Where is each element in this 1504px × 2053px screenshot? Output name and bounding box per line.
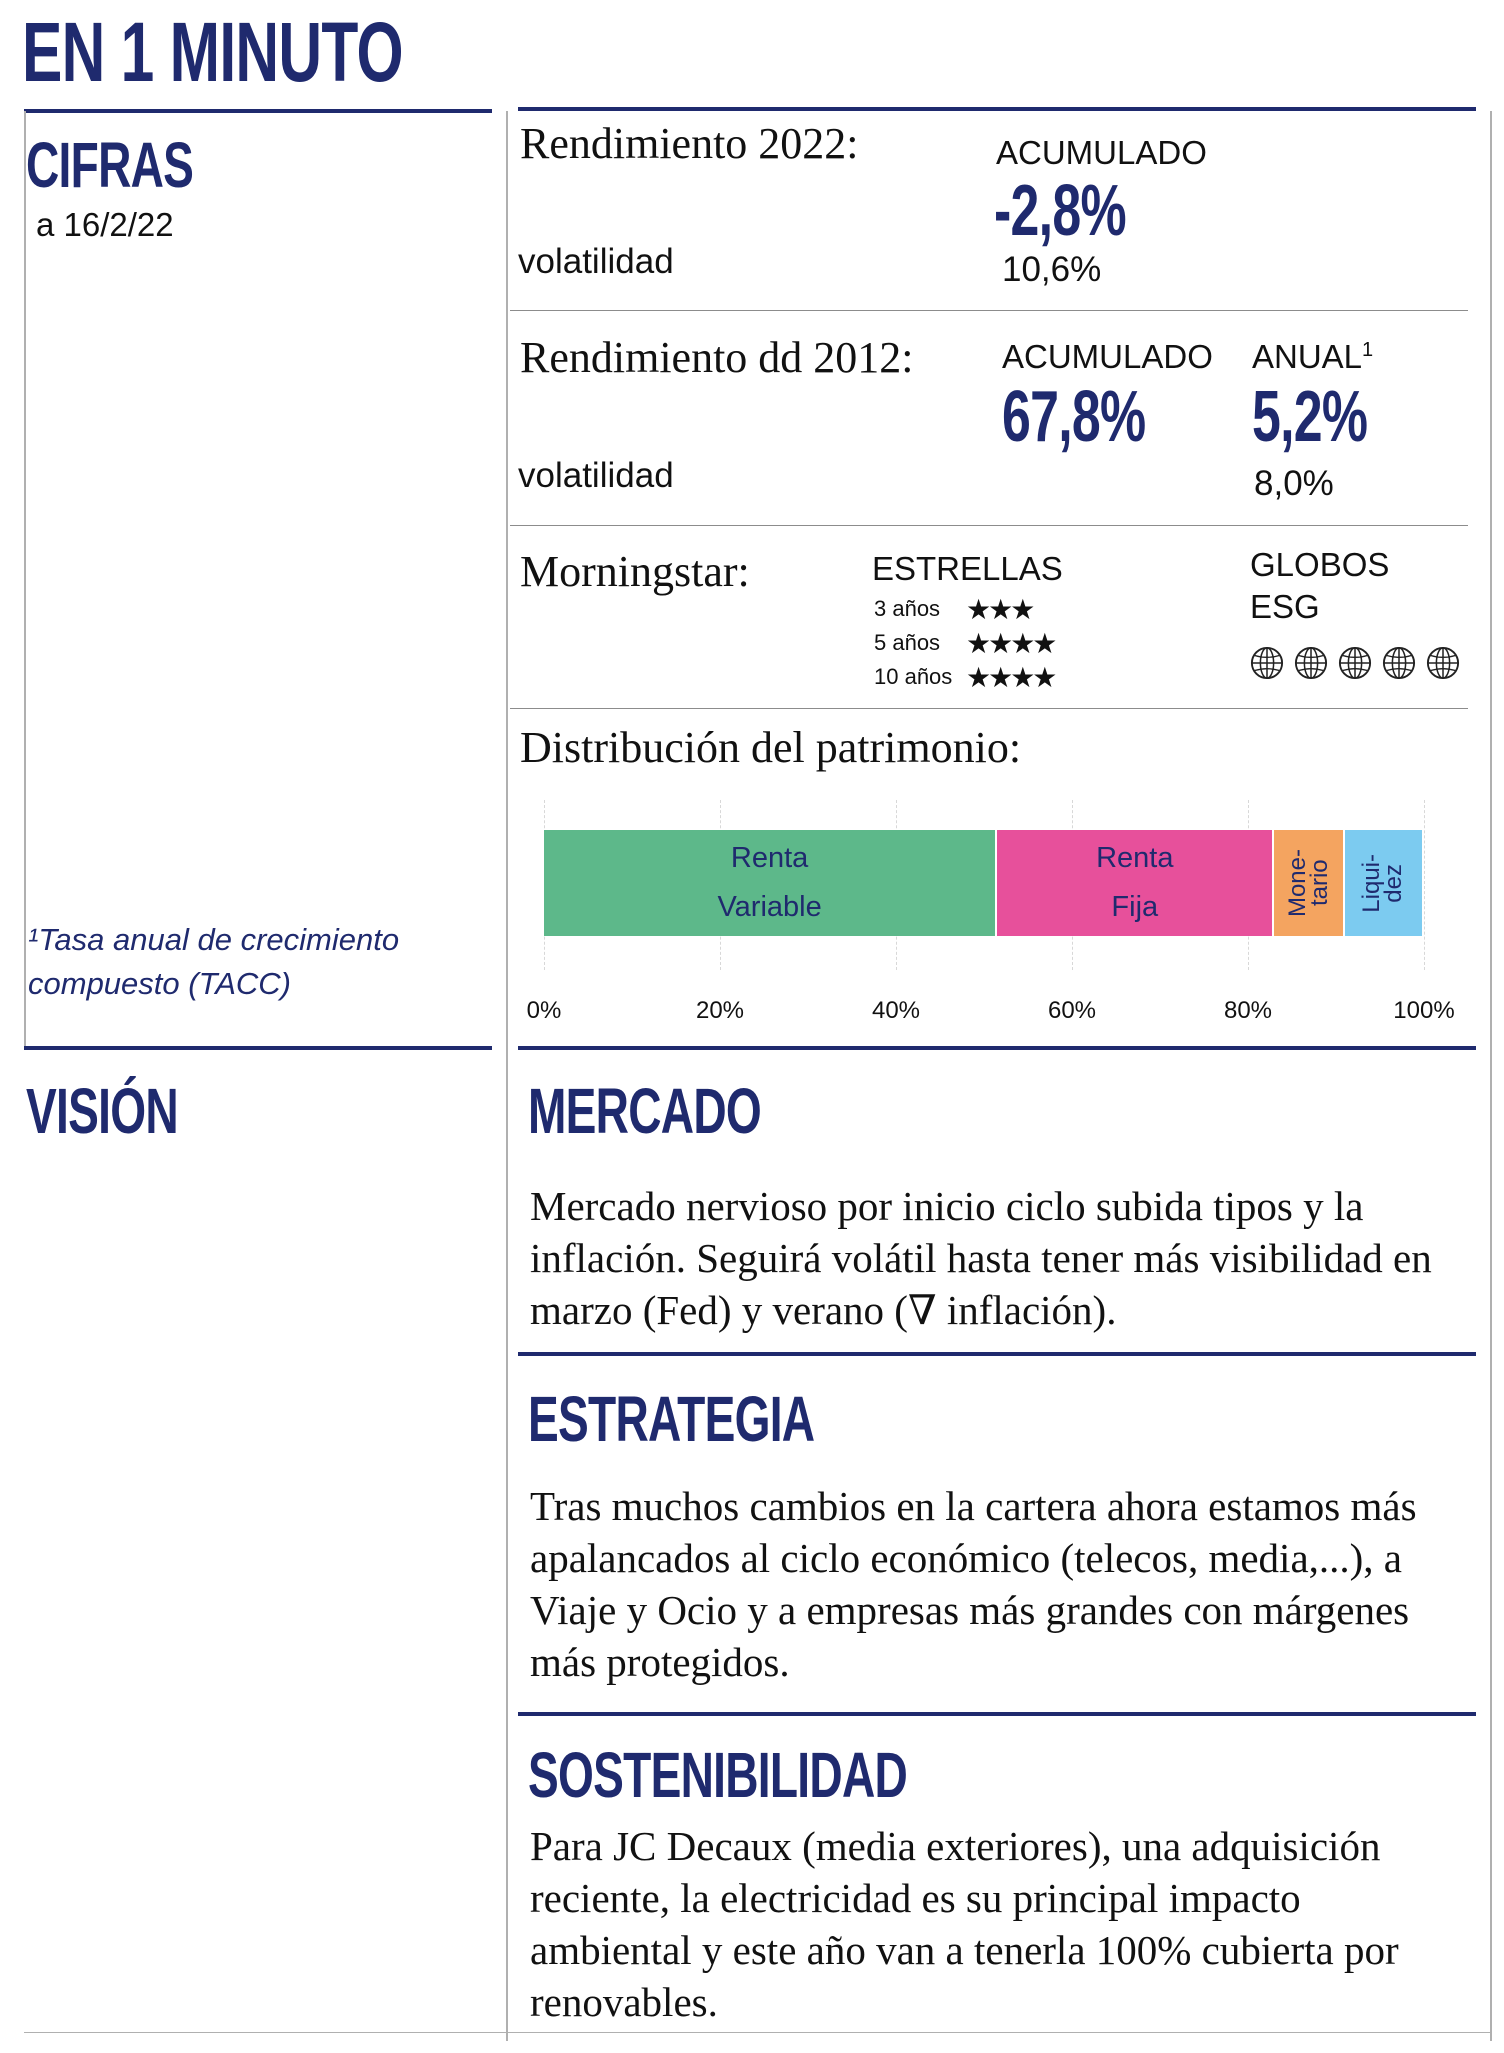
distribution-label: Distribución del patrimonio: <box>520 723 1022 772</box>
rend2012-anual-label-wrap <box>1252 338 1373 376</box>
mercado-heading: MERCADO <box>528 1075 762 1147</box>
mercado-rule <box>518 1352 1476 1356</box>
rend2022-acum-label: ACUMULADO <box>996 134 1207 171</box>
bar-label: Liqui- dez <box>1358 853 1408 913</box>
rend2012-acum-label: ACUMULADO <box>1002 338 1213 375</box>
x-tick-label: 60% <box>1047 997 1097 1024</box>
rating-period: 3 años <box>874 596 941 621</box>
rend2022-vol-label: volatilidad <box>518 242 674 281</box>
x-tick-label: 80% <box>1223 997 1273 1024</box>
gridline <box>1424 800 1425 970</box>
right-mid-rule <box>518 1046 1476 1050</box>
x-tick-label: 20% <box>695 997 745 1024</box>
cifras-heading: CIFRAS <box>26 129 194 201</box>
right-vertical-rule <box>1490 111 1492 2041</box>
stars-rating: ★★★★ <box>966 660 1055 694</box>
left-vertical-rule <box>24 111 26 1046</box>
morningstar-label: Morningstar: <box>520 547 750 596</box>
rend2012-anual-label: ANUAL <box>1252 338 1363 375</box>
cifras-date: a 16/2/22 <box>36 206 174 243</box>
sostenibilidad-heading: SOSTENIBILIDAD <box>528 1739 908 1811</box>
stars-table <box>874 592 1054 694</box>
x-tick-label: 0% <box>526 997 562 1024</box>
left-mid-rule <box>24 1046 492 1050</box>
rend2022-acum-value: -2,8% <box>994 171 1126 251</box>
bar-label: Renta Variable <box>717 842 822 923</box>
globes-label-2: ESG <box>1250 588 1320 625</box>
bar-segment-liquidez <box>1345 830 1422 936</box>
page-title: EN 1 MINUTO <box>22 5 403 99</box>
globe-icon <box>1426 646 1460 680</box>
x-tick-label: 100% <box>1393 997 1455 1024</box>
divider-1 <box>510 310 1468 311</box>
esg-globes <box>1250 646 1470 680</box>
divider-3 <box>510 708 1468 709</box>
sostenibilidad-text: Para JC Decaux (media exteriores), una adquisición reciente, la electricidad es su principal impacto ambiental y este año van a tenerla 100% cubierta por renovables. <box>530 1823 1399 2025</box>
bar-label: Mone- tario <box>1283 848 1333 918</box>
globe-icon <box>1250 646 1284 680</box>
x-tick-label: 40% <box>871 997 921 1024</box>
globes-label-1: GLOBOS <box>1250 546 1390 583</box>
rating-period: 5 años <box>874 630 941 655</box>
divider-2 <box>510 525 1468 526</box>
rating-row <box>874 592 1054 626</box>
rend2012-anual-value: 5,2% <box>1252 377 1368 457</box>
globe-icon <box>1382 646 1416 680</box>
rend2022-vol-value: 10,6% <box>1002 250 1102 289</box>
cifras-footnote: ¹Tasa anual de crecimiento compuesto (TACC) <box>28 922 400 1001</box>
stacked-bar <box>544 830 1424 936</box>
stars-rating: ★★★★ <box>966 626 1055 660</box>
bar-segment-renta-fija <box>997 830 1272 936</box>
rating-period: 10 años <box>874 664 953 689</box>
bar-segment-monetario <box>1274 830 1342 936</box>
rend2012-label: Rendimiento dd 2012: <box>520 333 914 382</box>
stars-rating: ★★★ <box>966 592 1033 626</box>
rating-row <box>874 660 1054 694</box>
middle-vertical-rule <box>506 111 508 2041</box>
left-top-rule <box>24 109 492 113</box>
rend2012-acum-value: 67,8% <box>1002 377 1146 457</box>
right-top-rule <box>518 107 1476 111</box>
rend2022-label: Rendimiento 2022: <box>520 119 859 168</box>
bar-label: Renta Fija <box>1096 842 1174 923</box>
rend2012-anual-sup: 1 <box>1362 339 1374 361</box>
bar-segment-renta-variable <box>544 830 995 936</box>
globe-icon <box>1294 646 1328 680</box>
rend2012-vol-value: 8,0% <box>1254 464 1334 503</box>
rend2012-vol-label: volatilidad <box>518 456 674 495</box>
estrategia-heading: ESTRATEGIA <box>528 1383 815 1455</box>
rating-row <box>874 626 1054 660</box>
estrategia-text: Tras muchos cambios en la cartera ahora estamos más apalancados al ciclo económico (telecos, media,...), a Viaje y Ocio y a empresas más grandes con márgenes más protegidos. <box>530 1483 1417 1685</box>
mercado-text: Mercado nervioso por inicio ciclo subida tipos y la inflación. Seguirá volátil hasta tener más visibilidad en marzo (Fed) y verano (∇ inflación). <box>530 1183 1432 1333</box>
vision-heading: VISIÓN <box>26 1075 178 1147</box>
globe-icon <box>1338 646 1372 680</box>
bottom-rule <box>24 2032 1490 2033</box>
stars-label: ESTRELLAS <box>872 550 1063 587</box>
estrategia-rule <box>518 1712 1476 1716</box>
